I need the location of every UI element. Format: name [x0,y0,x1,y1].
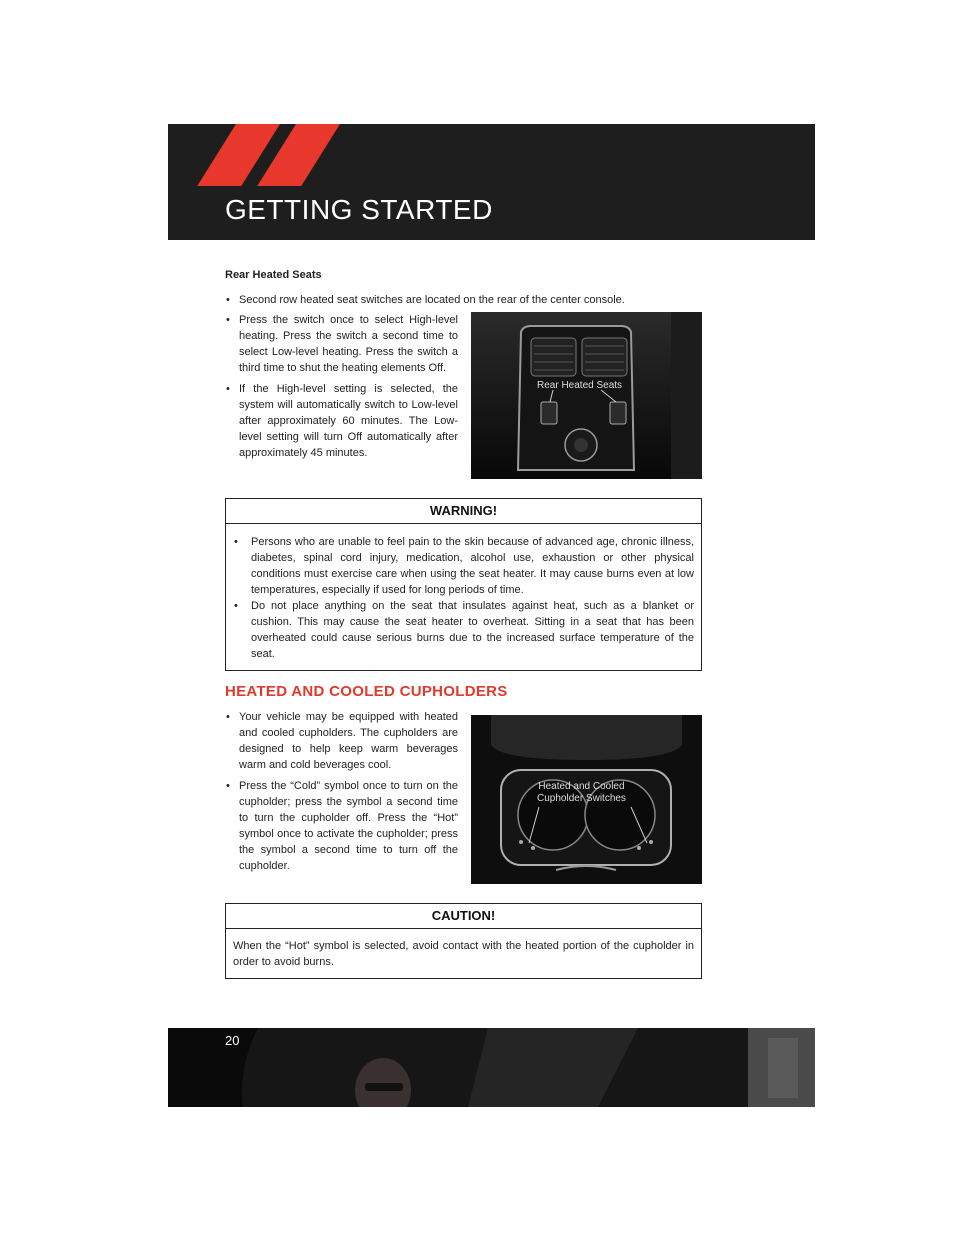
caution-text: When the “Hot” symbol is selected, avoid contact with the heated portion of the cupholder in order to avoid burns. [233,940,694,968]
page-title: GETTING STARTED [225,194,493,225]
photo-callout-label: Heated and Cooled Cupholder Switches [537,781,626,804]
list-item: • If the High-level setting is selected, the system will automatically switch to Low-level after approximately 60 minutes. The Low-level setting will turn Off automatically after approximately 45 minutes. [225,381,458,461]
warning-title: WARNING! [226,499,701,524]
cupholders-photo [471,715,702,884]
warning-box [225,498,702,671]
list-item: • Persons who are unable to feel pain to the skin because of advanced age, chronic illness, diabetes, spinal cord injury, medication, alcohol use, exhaustion or other physical conditions must exercise care when using the seat heater. It may cause burns even at low temperatures, especially if used for long periods of time. [233,534,694,598]
section-subheading: Rear Heated Seats [225,269,322,281]
rear-heated-seats-photo [471,312,702,479]
list-item: • Press the switch once to select High-level heating. Press the switch a second time to select Low-level heating. Press the switch a third time to shut the heating elements Off. [225,312,458,376]
bullet-list [225,709,458,879]
footer-photo [168,1028,815,1107]
seat-switch-right-icon [610,402,626,424]
seat-switch-left-icon [541,402,557,424]
caution-title: CAUTION! [226,904,701,929]
page-number: 20 [225,1033,240,1048]
bullet-list [225,312,458,466]
chapter-header [168,124,815,240]
bullet-list [225,292,703,308]
section-title: HEATED AND COOLED CUPHOLDERS [225,683,508,700]
list-item: • Your vehicle may be equipped with heated and cooled cupholders. The cupholders are designed to help keep warm beverages warm and cold beverages cool. [225,709,458,773]
caution-box [225,903,702,979]
photo-callout-label: Rear Heated Seats [537,380,623,391]
footer-banner [168,1028,815,1107]
list-item: • Second row heated seat switches are located on the rear of the center console. [225,292,703,308]
console-illustration [471,312,702,479]
list-item: • Do not place anything on the seat that insulates against heat, such as a blanket or cushion. This may cause the seat heater to overheat. Sitting in a seat that has been overheated could cause serious burns due to the increased surface temperature of the seat. [233,598,694,662]
list-item: • Press the “Cold” symbol once to turn on the cupholder; press the symbol a second time to turn the cupholder off. Press the “Hot” symbol once to activate the cupholder; press the symbol a second time to turn off the cupholder. [225,778,458,874]
